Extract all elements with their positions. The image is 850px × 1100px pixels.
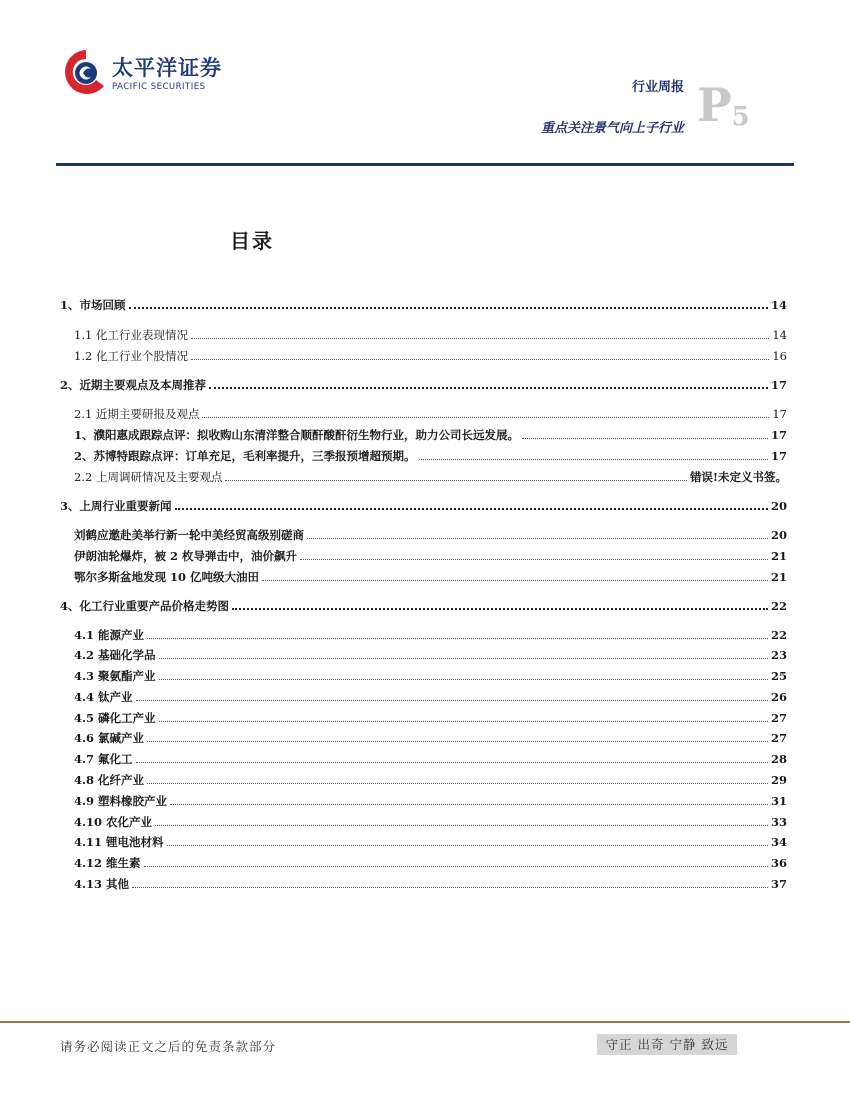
toc-entry[interactable] [74, 855, 787, 871]
footer-disclaimer: 请务必阅读正文之后的免责条款部分 [60, 1039, 277, 1054]
toc-entry-page: 17 [772, 407, 787, 421]
toc-entry-title: 4.12 维生素 [74, 856, 141, 870]
toc-entry-title: 鄂尔多斯盆地发现 10 亿吨级大油田 [74, 570, 260, 584]
toc-leader-dots [147, 740, 768, 742]
toc-entry-title: 1.2 化工行业个股情况 [74, 349, 188, 363]
toc-entry-title: 3、上周行业重要新闻 [60, 499, 172, 513]
toc-leader-dots [209, 386, 768, 389]
toc-entry-title: 2、近期主要观点及本周推荐 [60, 378, 207, 392]
page-number [697, 78, 750, 132]
logo-english-name: PACIFIC SECURITIES [112, 82, 206, 92]
toc-entry-page: 25 [770, 669, 787, 683]
header-divider [56, 163, 794, 166]
toc-entry-page: 20 [770, 528, 787, 542]
toc-entry[interactable] [74, 772, 787, 788]
toc-entry[interactable] [74, 469, 787, 485]
page-prefix: P [697, 78, 732, 132]
toc-entry-page: 26 [770, 690, 787, 704]
toc-leader-dots [191, 337, 769, 339]
toc-entry[interactable] [74, 548, 787, 564]
toc-entry-page: 21 [770, 570, 787, 584]
toc-leader-dots [147, 782, 768, 784]
toc-leader-dots [419, 458, 768, 460]
toc-entry-page: 22 [770, 628, 787, 642]
toc-leader-dots [159, 657, 768, 659]
toc-leader-dots [136, 699, 768, 701]
toc-entry[interactable] [74, 406, 787, 422]
logo-emblem-icon [60, 46, 108, 98]
toc-leader-dots [170, 803, 768, 805]
toc-entry-title: 4.11 锂电池材料 [74, 835, 164, 849]
toc-leader-dots [262, 579, 768, 581]
toc-entry-page: 27 [770, 731, 787, 745]
toc-leader-dots [225, 479, 686, 481]
toc-entry-title: 1、市场回顾 [60, 298, 126, 312]
toc-entry-title: 2.2 上周调研情况及主要观点 [74, 470, 223, 484]
footer-divider [0, 1021, 850, 1023]
toc-entry-title: 4.9 塑料橡胶产业 [74, 794, 168, 808]
page-num: 5 [731, 102, 750, 132]
toc-leader-dots [136, 761, 768, 763]
toc-entry[interactable] [74, 751, 787, 767]
toc-entry-title: 4.10 农化产业 [74, 815, 153, 829]
toc-entry-page: 16 [772, 349, 787, 363]
toc-leader-dots [129, 306, 768, 309]
toc-entry-page: 29 [770, 773, 787, 787]
report-subtitle: 重点关注景气向上子行业 [540, 121, 684, 136]
toc-entry-title: 伊朗油轮爆炸，被 2 枚导弹击中，油价飙升 [74, 549, 298, 563]
toc-entry-title: 4.5 磷化工产业 [74, 711, 156, 725]
toc-entry[interactable] [60, 498, 787, 514]
toc-entry[interactable] [60, 377, 787, 393]
toc-leader-dots [522, 437, 768, 439]
toc-entry[interactable] [74, 730, 787, 746]
toc-entry[interactable] [74, 834, 787, 850]
toc-entry[interactable] [74, 448, 787, 464]
toc-entry-page: 21 [770, 549, 787, 563]
toc-entry-title: 4.2 基础化学品 [74, 648, 156, 662]
toc-entry-title: 4.13 其他 [74, 877, 130, 891]
toc-entry[interactable] [74, 668, 787, 684]
toc-entry-page: 14 [772, 328, 787, 342]
toc-entry-title: 4.1 能源产业 [74, 628, 145, 642]
toc-entry-page: 17 [770, 378, 787, 392]
toc-entry-page: 27 [770, 711, 787, 725]
toc-entry[interactable] [74, 569, 787, 585]
toc-entry-page: 36 [770, 856, 787, 870]
toc-leader-dots [232, 607, 768, 610]
toc-leader-dots [167, 844, 768, 846]
toc-entry-title: 4.3 聚氨酯产业 [74, 669, 156, 683]
toc-entry-title: 4.4 钛产业 [74, 690, 133, 704]
toc-entry-page: 33 [770, 815, 787, 829]
footer-slogan: 守正 出奇 宁静 致远 [597, 1034, 737, 1055]
toc-entry-title: 4.7 氟化工 [74, 752, 133, 766]
toc-leader-dots [132, 886, 768, 888]
toc-entry-page: 17 [770, 449, 787, 463]
toc-entry-title: 4.8 化纤产业 [74, 773, 145, 787]
toc-title: 目录 [230, 229, 274, 253]
toc-entry[interactable] [74, 647, 787, 663]
toc-leader-dots [155, 824, 768, 826]
toc-leader-dots [159, 720, 768, 722]
toc-entry-page: 28 [770, 752, 787, 766]
toc-entry[interactable] [74, 876, 787, 892]
toc-entry-page: 22 [770, 599, 787, 613]
toc-leader-dots [147, 637, 768, 639]
toc-leader-dots [300, 558, 768, 560]
toc-entry-title: 4.6 氯碱产业 [74, 731, 145, 745]
toc-leader-dots [307, 537, 768, 539]
toc-entry[interactable] [74, 327, 787, 343]
toc-leader-dots [202, 416, 769, 418]
toc-entry-page: 31 [770, 794, 787, 808]
toc-entry-title: 4、化工行业重要产品价格走势图 [60, 599, 229, 613]
toc-entry-page: 23 [770, 648, 787, 662]
toc-entry[interactable] [74, 427, 787, 443]
toc-entry[interactable] [74, 793, 787, 809]
toc-entry-title: 1.1 化工行业表现情况 [74, 328, 188, 342]
toc-entry[interactable] [60, 598, 787, 614]
toc-entry-page: 错误!未定义书签。 [689, 470, 787, 484]
toc-entry[interactable] [74, 814, 787, 830]
toc-entry-page: 34 [770, 835, 787, 849]
toc-leader-dots [144, 865, 768, 867]
toc-leader-dots [175, 507, 768, 510]
toc-entry-page: 37 [770, 877, 787, 891]
toc-entry[interactable] [60, 297, 787, 313]
toc-entry-title: 刘鹤应邀赴美举行新一轮中美经贸高级别磋商 [74, 528, 304, 542]
logo-chinese-name: 太平洋证券 [112, 56, 222, 80]
toc-entry-title: 1、濮阳惠成跟踪点评：拟收购山东清洋整合顺酐酸酐衍生物行业，助力公司长远发展。 [74, 428, 519, 442]
toc-entry[interactable] [74, 689, 787, 705]
toc-entry[interactable] [74, 527, 787, 543]
toc-entry-page: 17 [770, 428, 787, 442]
toc-entry-page: 20 [770, 499, 787, 513]
toc-entry-title: 2、苏博特跟踪点评：订单充足，毛利率提升，三季报预增超预期。 [74, 449, 416, 463]
toc-entry-title: 2.1 近期主要研报及观点 [74, 407, 200, 421]
toc-leader-dots [191, 358, 769, 360]
report-type: 行业周报 [631, 80, 684, 95]
toc-entry[interactable] [74, 627, 787, 643]
toc-entry[interactable] [74, 710, 787, 726]
company-logo [60, 46, 220, 96]
toc-leader-dots [159, 678, 768, 680]
toc-entry-page: 14 [770, 298, 787, 312]
toc-entry[interactable] [74, 348, 787, 364]
